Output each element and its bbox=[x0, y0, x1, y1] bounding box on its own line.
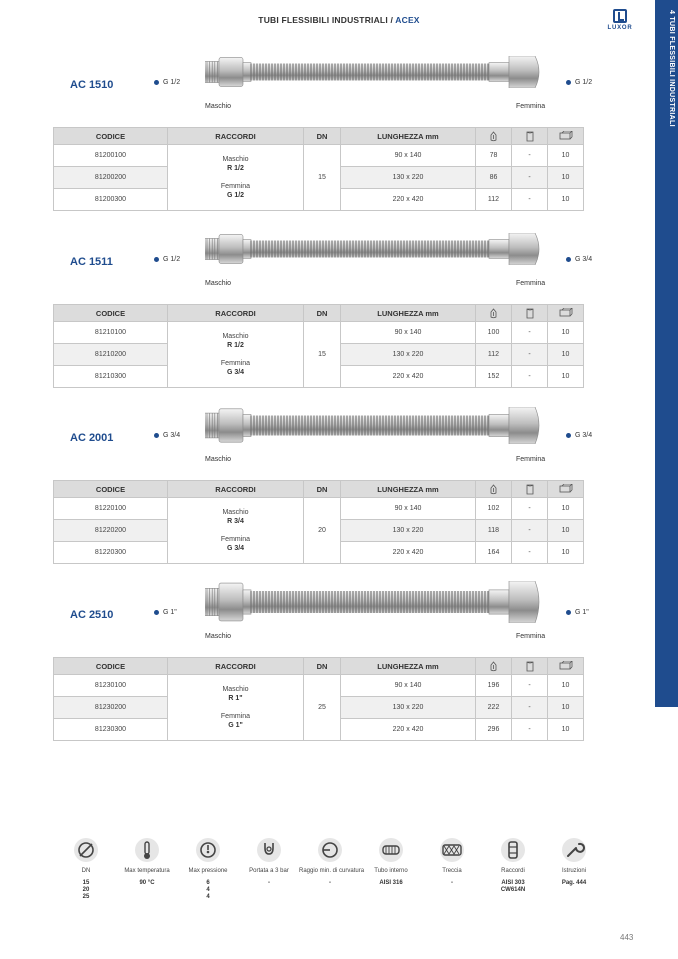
cell-qty-1: 78 bbox=[476, 145, 512, 167]
hose-image bbox=[205, 407, 550, 449]
left-connector-size: G 1/2 bbox=[163, 256, 181, 263]
cell-lunghezza: 220 x 420 bbox=[341, 189, 476, 211]
left-connector bbox=[154, 79, 180, 86]
spec-table bbox=[53, 657, 584, 741]
cell-qty-3: 10 bbox=[548, 542, 584, 564]
legend-value: AISI 303 CW614N bbox=[500, 880, 526, 893]
col-header-raccordi: RACCORDI bbox=[168, 658, 304, 675]
female-end-label: Femmina bbox=[516, 103, 546, 110]
left-connector-size: G 3/4 bbox=[163, 432, 181, 439]
cell-raccordi bbox=[168, 145, 304, 211]
table-header-row bbox=[54, 128, 584, 145]
cell-qty-3: 10 bbox=[548, 344, 584, 366]
cell-qty-2: - bbox=[512, 322, 548, 344]
legend-item bbox=[299, 838, 365, 887]
female-end-label: Femmina bbox=[516, 633, 546, 640]
legend-value: - bbox=[268, 880, 270, 886]
left-connector-size: G 1" bbox=[163, 609, 177, 616]
cell-qty-1: 196 bbox=[476, 675, 512, 697]
cell-lunghezza: 220 x 420 bbox=[341, 542, 476, 564]
bullet-icon bbox=[154, 80, 159, 85]
male-end-label: Maschio bbox=[205, 103, 232, 110]
col-header-bag-icon bbox=[512, 658, 548, 675]
raccordi-male-size: R 1/2 bbox=[227, 165, 244, 172]
col-header-bag-icon bbox=[512, 481, 548, 498]
legend-value: 90 °C bbox=[139, 880, 155, 886]
cell-qty-2: - bbox=[512, 697, 548, 719]
bullet-icon bbox=[566, 80, 571, 85]
bullet-icon bbox=[154, 433, 159, 438]
col-header-box-icon bbox=[548, 481, 584, 498]
legend-value: 15 20 25 bbox=[82, 880, 90, 900]
col-header-dn: DN bbox=[304, 128, 341, 145]
legend-item bbox=[360, 838, 422, 887]
cell-qty-3: 10 bbox=[548, 697, 584, 719]
male-end-label: Maschio bbox=[205, 280, 232, 287]
legend-item bbox=[177, 838, 239, 901]
cell-qty-1: 100 bbox=[476, 322, 512, 344]
cell-raccordi bbox=[168, 498, 304, 564]
cell-codice: 81220200 bbox=[54, 520, 168, 542]
header-title-accent: ACEX bbox=[395, 15, 420, 25]
legend-label: DN bbox=[81, 868, 91, 874]
cell-qty-3: 10 bbox=[548, 189, 584, 211]
header-title-main: TUBI FLESSIBILI INDUSTRIALI / bbox=[258, 15, 396, 25]
legend-label: Portata a 3 bar bbox=[249, 868, 289, 874]
cell-codice: 81200200 bbox=[54, 167, 168, 189]
cell-qty-2: - bbox=[512, 145, 548, 167]
spec-table bbox=[53, 480, 584, 564]
bullet-icon bbox=[566, 610, 571, 615]
bullet-icon bbox=[154, 257, 159, 262]
logo-text: LUXOR bbox=[607, 25, 633, 31]
cell-qty-3: 10 bbox=[548, 520, 584, 542]
table-header-row bbox=[54, 305, 584, 322]
legend-value: - bbox=[329, 880, 331, 886]
raccordi-female-size: G 3/4 bbox=[226, 545, 245, 552]
page-header-title bbox=[0, 15, 678, 25]
col-header-weight-icon bbox=[476, 128, 512, 145]
spec-table bbox=[53, 127, 584, 211]
right-connector-size: G 3/4 bbox=[575, 432, 593, 439]
right-connector-size: G 1/2 bbox=[575, 79, 593, 86]
legend-label: Treccia bbox=[442, 868, 462, 874]
cell-qty-2: - bbox=[512, 366, 548, 388]
cell-qty-1: 112 bbox=[476, 189, 512, 211]
raccordi-male: Maschio bbox=[222, 333, 249, 340]
cell-codice: 81210200 bbox=[54, 344, 168, 366]
cell-qty-1: 102 bbox=[476, 498, 512, 520]
cell-qty-3: 10 bbox=[548, 719, 584, 741]
left-connector bbox=[154, 256, 180, 263]
cell-codice: 81230300 bbox=[54, 719, 168, 741]
legend-item bbox=[421, 838, 483, 887]
cell-qty-2: - bbox=[512, 344, 548, 366]
page-number: 443 bbox=[620, 933, 634, 942]
thermometer-icon bbox=[135, 838, 159, 862]
cell-qty-1: 296 bbox=[476, 719, 512, 741]
table-row bbox=[54, 675, 584, 697]
cell-qty-3: 10 bbox=[548, 498, 584, 520]
chapter-side-tab bbox=[655, 0, 678, 707]
col-header-codice: CODICE bbox=[54, 305, 168, 322]
cell-lunghezza: 90 x 140 bbox=[341, 675, 476, 697]
cell-qty-2: - bbox=[512, 189, 548, 211]
cell-lunghezza: 130 x 220 bbox=[341, 344, 476, 366]
cell-qty-3: 10 bbox=[548, 322, 584, 344]
cell-codice: 81210300 bbox=[54, 366, 168, 388]
spec-legend bbox=[55, 838, 615, 918]
cell-lunghezza: 90 x 140 bbox=[341, 145, 476, 167]
cell-codice: 81230100 bbox=[54, 675, 168, 697]
col-header-codice: CODICE bbox=[54, 481, 168, 498]
table-row bbox=[54, 145, 584, 167]
cell-qty-3: 10 bbox=[548, 167, 584, 189]
cell-codice: 81220300 bbox=[54, 542, 168, 564]
cell-dn: 15 bbox=[304, 145, 341, 211]
raccordi-female: Femmina bbox=[220, 360, 251, 367]
bend-radius-icon bbox=[318, 838, 342, 862]
inner-tube-icon bbox=[379, 838, 403, 862]
legend-label: Istruzioni bbox=[561, 868, 586, 874]
cell-codice: 81200300 bbox=[54, 189, 168, 211]
cell-lunghezza: 220 x 420 bbox=[341, 719, 476, 741]
raccordi-female: Femmina bbox=[220, 536, 251, 543]
flow-icon bbox=[257, 838, 281, 862]
col-header-bag-icon bbox=[512, 128, 548, 145]
raccordi-male-size: R 1" bbox=[228, 695, 243, 702]
hose-image bbox=[205, 233, 550, 270]
legend-value: - bbox=[451, 880, 453, 886]
raccordi-male-size: R 3/4 bbox=[227, 518, 244, 525]
cell-qty-2: - bbox=[512, 675, 548, 697]
legend-item bbox=[482, 838, 544, 894]
raccordi-female-size: G 1" bbox=[228, 722, 243, 729]
product-code: AC 2510 bbox=[70, 609, 114, 621]
left-connector bbox=[154, 609, 177, 616]
female-end-label: Femmina bbox=[516, 280, 546, 287]
wrench-icon bbox=[562, 838, 586, 862]
left-connector bbox=[154, 432, 180, 439]
col-header-lunghezza: LUNGHEZZA mm bbox=[341, 658, 476, 675]
cell-qty-1: 152 bbox=[476, 366, 512, 388]
col-header-dn: DN bbox=[304, 481, 341, 498]
right-connector bbox=[566, 432, 592, 439]
col-header-raccordi: RACCORDI bbox=[168, 305, 304, 322]
spec-table bbox=[53, 304, 584, 388]
raccordi-male: Maschio bbox=[222, 509, 249, 516]
cell-lunghezza: 90 x 140 bbox=[341, 322, 476, 344]
bullet-icon bbox=[154, 610, 159, 615]
hose-image bbox=[205, 581, 550, 628]
cell-qty-2: - bbox=[512, 542, 548, 564]
cell-qty-2: - bbox=[512, 498, 548, 520]
col-header-raccordi: RACCORDI bbox=[168, 128, 304, 145]
male-end-label: Maschio bbox=[205, 456, 232, 463]
product-code: AC 1511 bbox=[70, 256, 113, 268]
legend-value: 6 4 4 bbox=[206, 880, 210, 900]
left-connector-size: G 1/2 bbox=[163, 79, 181, 86]
col-header-lunghezza: LUNGHEZZA mm bbox=[341, 305, 476, 322]
cell-lunghezza: 130 x 220 bbox=[341, 167, 476, 189]
raccordi-female: Femmina bbox=[220, 713, 251, 720]
col-header-lunghezza: LUNGHEZZA mm bbox=[341, 481, 476, 498]
col-header-bag-icon bbox=[512, 305, 548, 322]
legend-value: Pag. 444 bbox=[561, 880, 587, 886]
cell-qty-1: 112 bbox=[476, 344, 512, 366]
cell-lunghezza: 90 x 140 bbox=[341, 498, 476, 520]
col-header-weight-icon bbox=[476, 481, 512, 498]
col-header-weight-icon bbox=[476, 305, 512, 322]
fitting-icon bbox=[501, 838, 525, 862]
cell-qty-2: - bbox=[512, 167, 548, 189]
table-header-row bbox=[54, 481, 584, 498]
cell-codice: 81200100 bbox=[54, 145, 168, 167]
cell-qty-3: 10 bbox=[548, 675, 584, 697]
col-header-codice: CODICE bbox=[54, 128, 168, 145]
legend-label: Tubo interno bbox=[374, 868, 408, 874]
legend-label: Raggio min. di curvatura bbox=[299, 868, 365, 874]
product-code: AC 1510 bbox=[70, 79, 114, 91]
col-header-box-icon bbox=[548, 658, 584, 675]
cell-qty-3: 10 bbox=[548, 366, 584, 388]
legend-item bbox=[543, 838, 605, 887]
col-header-dn: DN bbox=[304, 305, 341, 322]
female-end-label: Femmina bbox=[516, 456, 546, 463]
cell-qty-3: 10 bbox=[548, 145, 584, 167]
bullet-icon bbox=[566, 257, 571, 262]
legend-label: Max temperatura bbox=[124, 868, 170, 874]
side-tab-label: 4 TUBI FLESSIBILI INDUSTRIALI bbox=[668, 10, 675, 127]
legend-label: Raccordi bbox=[501, 868, 525, 874]
logo-mark-icon bbox=[613, 9, 627, 23]
legend-item bbox=[238, 838, 300, 887]
right-connector bbox=[566, 256, 592, 263]
right-connector-size: G 1" bbox=[575, 609, 589, 616]
cell-qty-2: - bbox=[512, 520, 548, 542]
cell-lunghezza: 220 x 420 bbox=[341, 366, 476, 388]
cell-codice: 81220100 bbox=[54, 498, 168, 520]
cell-codice: 81230200 bbox=[54, 697, 168, 719]
legend-item bbox=[116, 838, 178, 887]
bullet-icon bbox=[566, 433, 571, 438]
male-end-label: Maschio bbox=[205, 633, 232, 640]
cell-lunghezza: 130 x 220 bbox=[341, 697, 476, 719]
cell-dn: 15 bbox=[304, 322, 341, 388]
cell-raccordi bbox=[168, 322, 304, 388]
brand-logo bbox=[600, 9, 640, 31]
table-row bbox=[54, 322, 584, 344]
col-header-lunghezza: LUNGHEZZA mm bbox=[341, 128, 476, 145]
braid-icon bbox=[440, 838, 464, 862]
cell-raccordi bbox=[168, 675, 304, 741]
cell-lunghezza: 130 x 220 bbox=[341, 520, 476, 542]
cell-qty-2: - bbox=[512, 719, 548, 741]
legend-value: AISI 316 bbox=[379, 880, 403, 886]
legend-label: Max pressione bbox=[188, 868, 228, 874]
col-header-codice: CODICE bbox=[54, 658, 168, 675]
col-header-box-icon bbox=[548, 305, 584, 322]
col-header-dn: DN bbox=[304, 658, 341, 675]
diameter-icon bbox=[74, 838, 98, 862]
cell-qty-1: 222 bbox=[476, 697, 512, 719]
legend-item bbox=[55, 838, 117, 901]
right-connector bbox=[566, 609, 589, 616]
cell-dn: 25 bbox=[304, 675, 341, 741]
raccordi-female: Femmina bbox=[220, 183, 251, 190]
hose-image bbox=[205, 56, 550, 93]
raccordi-male-size: R 1/2 bbox=[227, 342, 244, 349]
col-header-weight-icon bbox=[476, 658, 512, 675]
table-row bbox=[54, 498, 584, 520]
col-header-box-icon bbox=[548, 128, 584, 145]
product-code: AC 2001 bbox=[70, 432, 114, 444]
table-header-row bbox=[54, 658, 584, 675]
right-connector-size: G 3/4 bbox=[575, 256, 593, 263]
cell-dn: 20 bbox=[304, 498, 341, 564]
col-header-raccordi: RACCORDI bbox=[168, 481, 304, 498]
raccordi-female-size: G 1/2 bbox=[226, 192, 245, 199]
cell-qty-1: 164 bbox=[476, 542, 512, 564]
pressure-gauge-icon bbox=[196, 838, 220, 862]
right-connector bbox=[566, 79, 592, 86]
raccordi-female-size: G 3/4 bbox=[226, 369, 245, 376]
raccordi-male: Maschio bbox=[222, 156, 249, 163]
raccordi-male: Maschio bbox=[222, 686, 249, 693]
cell-qty-1: 118 bbox=[476, 520, 512, 542]
cell-codice: 81210100 bbox=[54, 322, 168, 344]
cell-qty-1: 86 bbox=[476, 167, 512, 189]
